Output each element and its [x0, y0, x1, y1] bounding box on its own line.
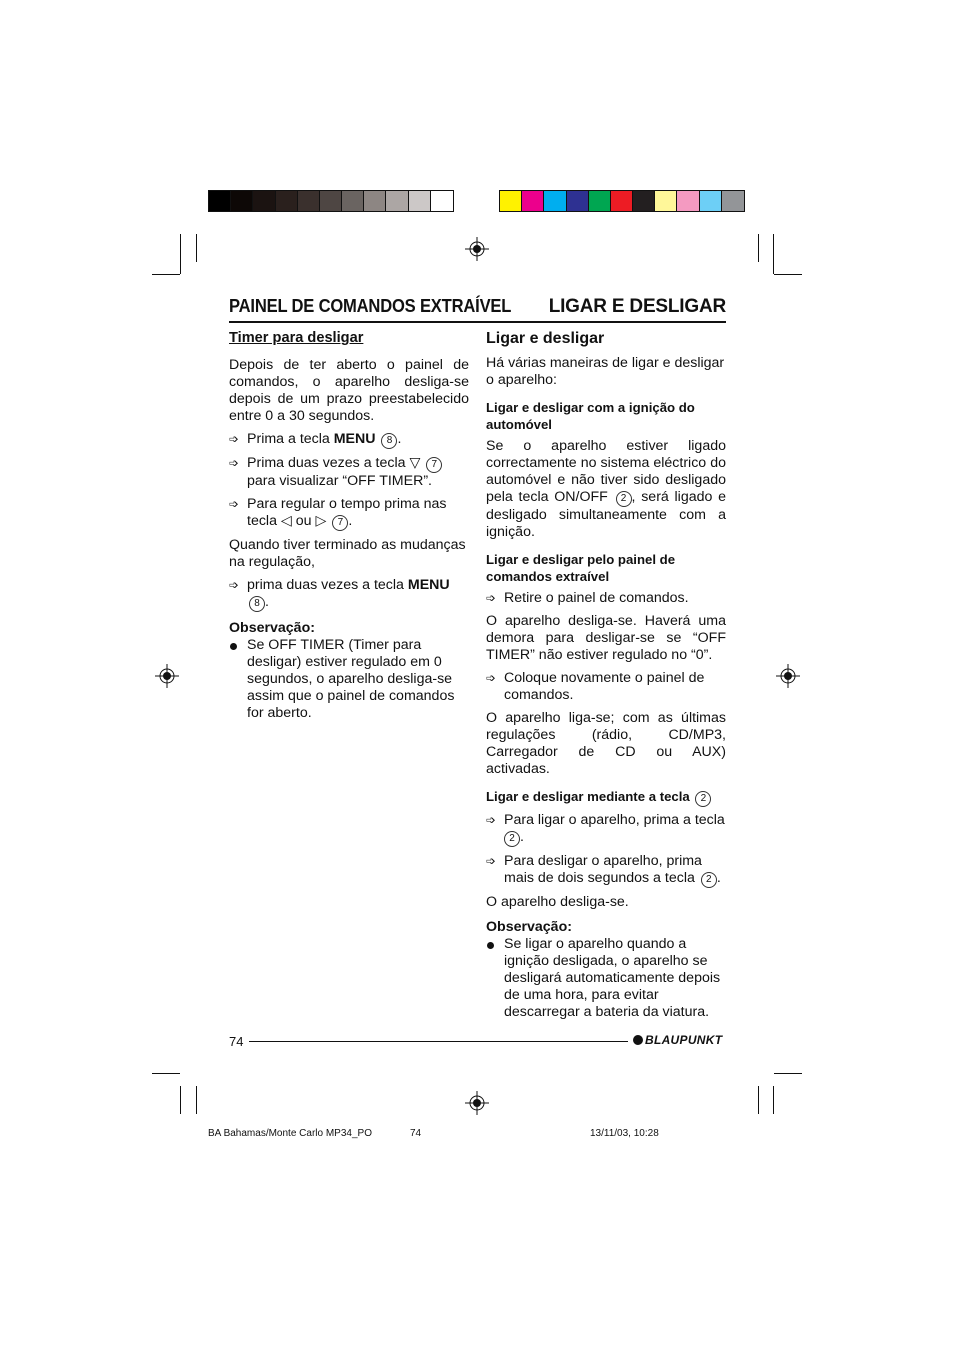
note-label: Observação: — [486, 919, 572, 935]
arrow-right-icon: ➩ — [486, 854, 497, 868]
panel-subheading: Ligar e desligar pelo painel de comandos extraível — [486, 552, 676, 584]
arrow-right-icon: ➩ — [229, 432, 240, 446]
crop-mark — [196, 1086, 197, 1114]
slug-date: 13/11/03, 10:28 — [590, 1128, 659, 1139]
arrow-right-icon: ➩ — [229, 497, 240, 511]
color-swatch — [342, 191, 364, 211]
color-swatch — [700, 191, 722, 211]
crop-mark — [152, 1073, 180, 1074]
registration-mark-icon — [776, 664, 800, 688]
note-item: Se OFF TIMER (Timer para desligar) estiver regulado em 0 segundos, o aparelho desliga-se assim que o painel de comandos for aberto. — [229, 637, 469, 722]
color-swatch — [655, 191, 677, 211]
panel-step-1: ➩ Retire o painel de comandos. — [486, 590, 689, 606]
registration-mark-icon — [155, 664, 179, 688]
color-swatch — [364, 191, 386, 211]
panel-text-1: O aparelho desliga-se. Haverá uma demora para desligar-se se “OFF TIMER” não estiver regulado no “0”. — [486, 613, 726, 663]
crop-mark — [758, 1086, 759, 1114]
arrow-right-icon: ➩ — [229, 456, 240, 470]
gray-calibration-bar — [208, 190, 454, 212]
color-swatch — [386, 191, 408, 211]
panel-step-2: ➩ Coloque novamente o painel de comandos. — [486, 670, 705, 703]
color-swatch — [231, 191, 253, 211]
timer-step-2: ➩ Prima duas vezes a tecla ▽ 7 para visualizar “OFF TIMER”. — [229, 455, 469, 490]
arrow-right-icon: ➩ — [486, 671, 497, 685]
key-number: 2 — [616, 491, 632, 507]
color-swatch — [722, 191, 744, 211]
arrow-right-icon: ➩ — [486, 813, 497, 827]
power-intro: Há várias maneiras de ligar e desligar o aparelho: — [486, 355, 725, 388]
key-number: 2 — [701, 872, 717, 888]
color-swatch — [567, 191, 589, 211]
color-swatch — [544, 191, 566, 211]
title-divider — [229, 321, 726, 323]
key-number: 2 — [695, 791, 711, 807]
power-heading: Ligar e desligar — [486, 330, 605, 347]
crop-mark — [196, 234, 197, 262]
slug-filename: BA Bahamas/Monte Carlo MP34_PO — [208, 1128, 372, 1139]
key-step-2: ➩ Para desligar o aparelho, prima mais de dois segundos a tecla 2 . — [486, 853, 721, 886]
color-swatch — [253, 191, 275, 211]
color-swatch — [276, 191, 298, 211]
registration-mark-icon — [465, 237, 489, 261]
note-label: Observação: — [229, 620, 315, 636]
color-swatch — [522, 191, 544, 211]
crop-mark — [180, 234, 181, 274]
color-swatch — [500, 191, 522, 211]
color-swatch — [611, 191, 633, 211]
ignition-text: Se o aparelho estiver ligado correctamente no sistema eléctrico do automóvel e não tiver sido desligado pela tecla ON/OFF 2 , será ligado e desligado simultaneamente com a ignição. — [486, 438, 726, 540]
slug-page: 74 — [410, 1128, 422, 1139]
crop-mark — [774, 274, 802, 275]
brand-logo: BLAUPUNKT — [633, 1033, 722, 1047]
timer-heading: Timer para desligar — [229, 330, 364, 346]
key-result-text: O aparelho desliga-se. — [486, 894, 629, 910]
crop-mark — [773, 1086, 774, 1114]
key-step-1: ➩ Para ligar o aparelho, prima a tecla 2 . — [486, 812, 725, 845]
key-subheading: Ligar e desligar mediante a tecla 2 — [486, 788, 726, 807]
color-swatch — [409, 191, 431, 211]
key-number: 2 — [504, 831, 520, 847]
key-number: 7 — [426, 457, 442, 473]
crop-mark — [774, 1073, 802, 1074]
arrow-right-icon: ➩ — [486, 591, 497, 605]
section-title-right: LIGAR E DESLIGAR — [548, 296, 726, 317]
left-column — [229, 330, 469, 728]
timer-after-text: Quando tiver terminado as mudanças na regulação, — [229, 537, 466, 570]
timer-intro: Depois de ter aberto o painel de comandos, o aparelho desliga-se depois de um prazo preestabelecido entre 0 a 30 segundos. — [229, 357, 469, 424]
color-swatch — [320, 191, 342, 211]
key-number: 7 — [332, 515, 348, 531]
key-number: 8 — [381, 433, 397, 449]
crop-mark — [180, 1086, 181, 1114]
color-swatch — [633, 191, 655, 211]
section-title-left: PAINEL DE COMANDOS EXTRAÍVEL — [229, 296, 512, 316]
crop-mark — [152, 274, 180, 275]
footer-divider — [249, 1041, 628, 1042]
color-swatch — [298, 191, 320, 211]
timer-step-3: ➩ Para regular o tempo prima nas tecla ◁ ou ▷ 7 . — [229, 496, 447, 529]
color-swatch — [431, 191, 453, 211]
timer-step-4: ➩ prima duas vezes a tecla MENU 8 . — [229, 577, 450, 610]
color-swatch — [677, 191, 699, 211]
note-item: Se ligar o aparelho quando a ignição desligada, o aparelho se desligará automaticamente depois de uma hora, para evitar descarregar a bateria da viatura. — [486, 936, 726, 1021]
color-swatch — [209, 191, 231, 211]
arrow-right-icon: ➩ — [229, 578, 240, 592]
color-calibration-bar — [499, 190, 745, 212]
panel-text-2: O aparelho liga-se; com as últimas regulações (rádio, CD/MP3, Carregador de CD ou AUX) activadas. — [486, 710, 726, 777]
color-swatch — [589, 191, 611, 211]
timer-step-1: ➩ Prima a tecla MENU 8 . — [229, 431, 402, 447]
crop-mark — [773, 234, 774, 274]
bullet-icon — [230, 643, 237, 650]
ignition-subheading: Ligar e desligar com a ignição do automóvel — [486, 400, 695, 432]
right-column — [486, 330, 726, 1027]
crop-mark — [758, 234, 759, 262]
page-number: 74 — [229, 1034, 244, 1049]
registration-mark-icon — [465, 1091, 489, 1115]
logo-dot-icon — [633, 1035, 643, 1045]
bullet-icon — [487, 942, 494, 949]
key-number: 8 — [249, 596, 265, 612]
